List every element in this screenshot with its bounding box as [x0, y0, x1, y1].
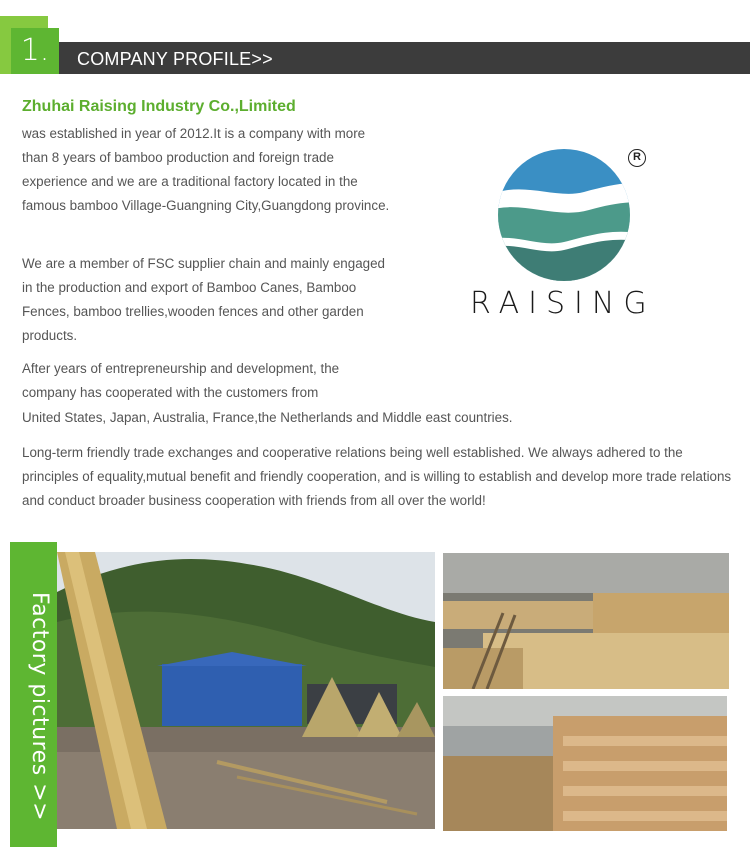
intro-paragraph: was established in year of 2012.It is a company with more than 8 years of bamboo production and foreign trade experience and we are a traditional factory located in the famous bamboo Village-Guangning City,Guangdong province.: [22, 126, 390, 213]
factory-photo-yard: [57, 552, 435, 829]
fsc-paragraph: We are a member of FSC supplier chain and mainly engaged in the production and export of Bamboo Canes, Bamboo Fences, bamboo trellies,wooden fences and other garden products.: [22, 256, 385, 343]
logo-wordmark: RAISING: [470, 286, 656, 321]
factory-photo-bundles: [443, 696, 727, 831]
factory-pictures-label: Factory pictures >>: [27, 592, 52, 822]
factory-photo-warehouse: [443, 553, 729, 689]
history-paragraph: After years of entrepreneurship and development, the company has cooperated with the customers from: [22, 361, 340, 400]
company-name: Zhuhai Raising Industry Co.,Limited: [22, 98, 296, 115]
countries-line: United States, Japan, Australia, France,the Netherlands and Middle east countries.: [22, 410, 513, 425]
registered-mark: R: [628, 149, 646, 167]
section-title: COMPANY PROFILE>>: [77, 49, 273, 69]
section-number: 1.: [11, 28, 59, 74]
cooperation-paragraph: Long-term friendly trade exchanges and cooperative relations being well established. We always adhered to the principles of equality,mutual benefit and friendly cooperation, and is willing to establish and develop more trade relations and conduct broader business cooperation with friends from all over the world!: [22, 445, 732, 508]
